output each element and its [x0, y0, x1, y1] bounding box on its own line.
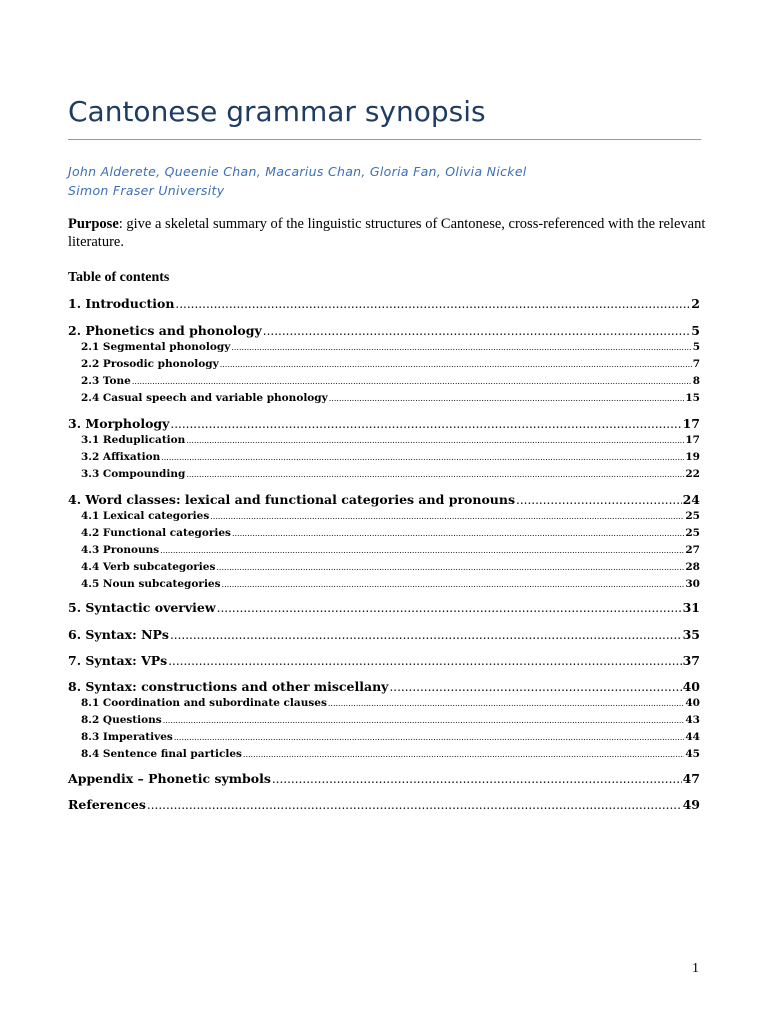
toc-entry-page: 24	[682, 492, 700, 507]
author-affiliation: Simon Fraser University	[68, 183, 225, 198]
toc-entry[interactable]	[81, 341, 700, 353]
toc-entry-label: 3. Morphology	[68, 416, 170, 431]
toc-entry[interactable]	[68, 653, 700, 668]
toc-entry-page: 19	[685, 451, 700, 463]
toc-entry-page: 47	[682, 771, 700, 786]
toc-leader-dots	[163, 714, 685, 726]
toc-leader-dots	[170, 416, 681, 431]
toc-leader-dots	[231, 341, 691, 353]
toc-entry-label: 2. Phonetics and phonology	[68, 323, 262, 338]
toc-leader-dots	[170, 627, 682, 642]
toc-entry-label: 8. Syntax: constructions and other miscellany	[68, 679, 389, 694]
purpose-text: : give a skeletal summary of the linguistic structures of Cantonese, cross-referenced with the relevant literature.	[68, 216, 706, 250]
toc-entry-label: 4. Word classes: lexical and functional categories and pronouns	[68, 492, 516, 507]
toc-entry-page: 22	[685, 468, 700, 480]
toc-entry-page: 17	[685, 434, 700, 446]
toc-entry[interactable]	[81, 434, 700, 446]
toc-leader-dots	[132, 375, 692, 387]
page-title: Cantonese grammar synopsis	[68, 95, 486, 128]
toc-entry[interactable]	[68, 771, 700, 786]
toc-leader-dots	[174, 731, 685, 743]
toc-entry-label: 8.3 Imperatives	[81, 731, 173, 743]
toc-entry-page: 43	[685, 714, 700, 726]
toc-entry[interactable]	[81, 714, 700, 726]
toc-entry[interactable]	[81, 578, 700, 590]
toc-entry-page: 44	[685, 731, 700, 743]
toc-entry-label: Appendix – Phonetic symbols	[68, 771, 271, 786]
toc-entry-page: 40	[682, 679, 700, 694]
toc-entry-label: 2.3 Tone	[81, 375, 131, 387]
toc-entry-label: 4.2 Functional categories	[81, 527, 231, 539]
toc-entry-page: 25	[685, 527, 700, 539]
toc-leader-dots	[232, 527, 684, 539]
purpose-paragraph	[68, 215, 708, 251]
toc-entry[interactable]	[68, 296, 700, 311]
toc-entry[interactable]	[68, 627, 700, 642]
toc-leader-dots	[516, 492, 682, 507]
toc-leader-dots	[217, 600, 682, 615]
toc-entry-page: 2	[691, 296, 700, 311]
toc-entry-label: 6. Syntax: NPs	[68, 627, 169, 642]
toc-entry-page: 30	[685, 578, 700, 590]
toc-leader-dots	[329, 392, 685, 404]
toc-entry-label: 3.1 Reduplication	[81, 434, 186, 446]
toc-entry-page: 27	[685, 544, 700, 556]
toc-entry-page: 7	[692, 358, 700, 370]
toc-entry-page: 45	[685, 748, 700, 760]
toc-entry-page: 35	[682, 627, 700, 642]
toc-entry-label: 7. Syntax: VPs	[68, 653, 168, 668]
author-block	[68, 162, 527, 200]
toc-entry-label: 8.4 Sentence final particles	[81, 748, 242, 760]
toc-entry-label: 3.2 Affixation	[81, 451, 161, 463]
purpose-label: Purpose	[68, 216, 119, 232]
toc-entry-page: 15	[685, 392, 700, 404]
toc-entry-label: 4.3 Pronouns	[81, 544, 160, 556]
toc-entry-label: 2.4 Casual speech and variable phonology	[81, 392, 328, 404]
toc-entry-page: 28	[685, 561, 700, 573]
toc-entry[interactable]	[81, 697, 700, 709]
toc-entry[interactable]	[68, 492, 700, 507]
toc-entry-page: 8	[692, 375, 700, 387]
toc-entry-page: 5	[691, 323, 700, 338]
toc-entry[interactable]	[81, 748, 700, 760]
toc-entry[interactable]	[81, 358, 700, 370]
toc-leader-dots	[186, 434, 684, 446]
toc-entry[interactable]	[81, 527, 700, 539]
toc-entry[interactable]	[81, 392, 700, 404]
toc-leader-dots	[210, 510, 684, 522]
toc-entry-label: 2.1 Segmental phonology	[81, 341, 231, 353]
toc-leader-dots	[222, 578, 685, 590]
toc-entry[interactable]	[68, 416, 700, 431]
toc-leader-dots	[168, 653, 681, 668]
toc-leader-dots	[161, 451, 684, 463]
toc-entry[interactable]	[68, 797, 700, 812]
toc-entry-label: 4.1 Lexical categories	[81, 510, 210, 522]
toc-entry[interactable]	[81, 375, 700, 387]
toc-entry-page: 5	[692, 341, 700, 353]
toc-leader-dots	[216, 561, 684, 573]
toc-entry[interactable]	[81, 510, 700, 522]
toc-entry-label: 4.5 Noun subcategories	[81, 578, 221, 590]
toc-leader-dots	[147, 797, 682, 812]
toc-entry-label: 8.2 Questions	[81, 714, 162, 726]
toc-entry[interactable]	[68, 323, 700, 338]
toc-entry[interactable]	[81, 561, 700, 573]
toc-entry-label: 8.1 Coordination and subordinate clauses	[81, 697, 327, 709]
toc-entry-page: 49	[682, 797, 700, 812]
toc-leader-dots	[272, 771, 682, 786]
toc-entry-label: 1. Introduction	[68, 296, 175, 311]
author-names: John Alderete, Queenie Chan, Macarius Chan, Gloria Fan, Olivia Nickel	[68, 164, 527, 179]
toc-entry-label: References	[68, 797, 146, 812]
toc-leader-dots	[220, 358, 692, 370]
toc-leader-dots	[186, 468, 684, 480]
toc-heading: Table of contents	[68, 270, 170, 285]
toc-entry[interactable]	[81, 468, 700, 480]
toc-leader-dots	[328, 697, 685, 709]
toc-entry-page: 37	[682, 653, 700, 668]
toc-leader-dots	[175, 296, 690, 311]
toc-entry-page: 17	[682, 416, 700, 431]
title-divider	[68, 139, 701, 140]
toc-entry-page: 40	[685, 697, 700, 709]
toc-entry[interactable]	[81, 731, 700, 743]
toc-entry[interactable]	[68, 600, 700, 615]
toc-entry-label: 5. Syntactic overview	[68, 600, 216, 615]
toc-entry-label: 2.2 Prosodic phonology	[81, 358, 219, 370]
toc-entry[interactable]	[81, 544, 700, 556]
toc-entry[interactable]	[68, 679, 700, 694]
toc-entry[interactable]	[81, 451, 700, 463]
page-number: 1	[692, 961, 699, 976]
toc-entry-label: 3.3 Compounding	[81, 468, 186, 480]
toc-leader-dots	[263, 323, 691, 338]
toc-leader-dots	[243, 748, 684, 760]
toc-leader-dots	[389, 679, 681, 694]
toc-entry-label: 4.4 Verb subcategories	[81, 561, 216, 573]
toc-entry-page: 31	[682, 600, 700, 615]
toc-leader-dots	[160, 544, 684, 556]
toc-entry-page: 25	[685, 510, 700, 522]
